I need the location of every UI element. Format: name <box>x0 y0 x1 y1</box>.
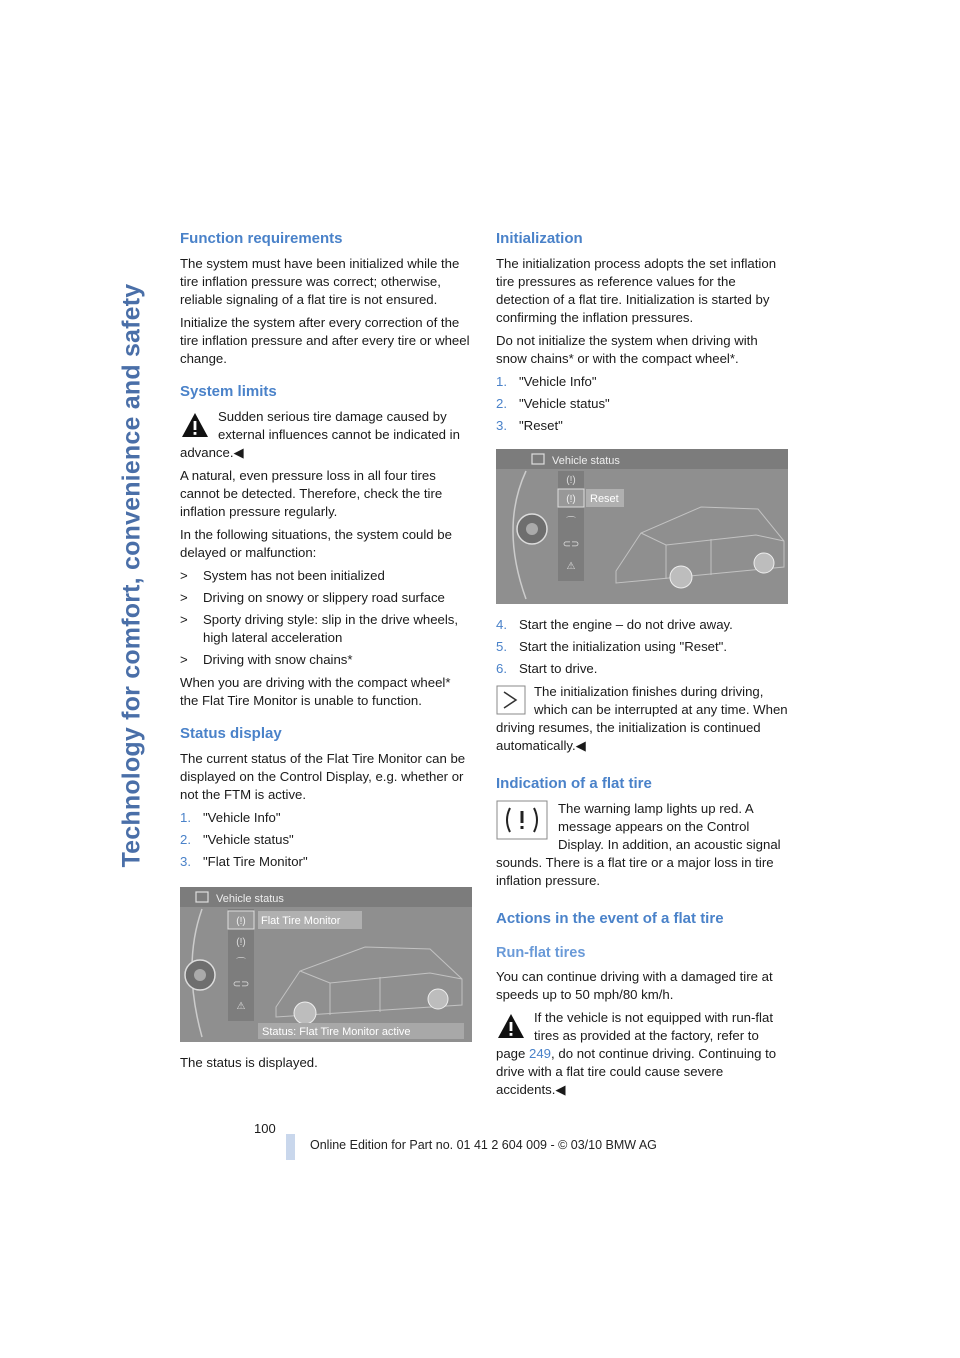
list-item: > Sporty driving style: slip in the drive wheels, high lateral acceleration <box>180 612 459 645</box>
list-item: 6. Start to drive. <box>496 661 598 676</box>
list-item: 1. "Vehicle Info" <box>496 374 597 389</box>
info-note: The initialization finishes during driving, which can be interrupted at any time. When driving resumes, the initialization is continued automatically.◀ <box>496 684 788 753</box>
svg-text:⌒: ⌒ <box>566 517 576 528</box>
flat-tire-actions-heading: Actions in the event of a flat tire <box>496 910 724 927</box>
warning-icon <box>180 410 210 440</box>
list-item: > System has not been initialized <box>180 568 385 583</box>
function-requirements-heading: Function requirements <box>180 230 343 247</box>
warning-note: Sudden serious tire damage caused by external influences cannot be indicated in advance.◀ <box>180 409 460 460</box>
control-display-screenshot-status <box>180 887 472 1042</box>
list-item: 3. "Reset" <box>496 418 563 433</box>
note-arrow-icon <box>496 685 526 715</box>
run-flat-tires-subheading: Run-flat tires <box>496 945 586 961</box>
svg-text:(!): (!) <box>236 937 246 948</box>
paragraph: When you are driving with the compact wheel* the Flat Tire Monitor is unable to function. <box>180 675 451 708</box>
footer-bar <box>286 1134 295 1160</box>
screen-menu-item: Flat Tire Monitor <box>261 915 341 927</box>
paragraph: The current status of the Flat Tire Monitor can be displayed on the Control Display, e.g. whether or not the FTM is active. <box>180 751 466 802</box>
flat-tire-indication-heading: Indication of a flat tire <box>496 775 652 792</box>
paragraph: Do not initialize the system when driving with snow chains* or with the compact wheel*. <box>496 333 758 366</box>
tire-warning-lamp-icon <box>496 800 548 840</box>
screen-title: Vehicle status <box>552 455 620 467</box>
screen-menu-item: Reset <box>590 493 619 505</box>
paragraph: The system must have been initialized while the tire inflation pressure was correct; otherwise, reliable signaling of a flat tire is not ensured. <box>180 256 460 307</box>
paragraph: The status is displayed. <box>180 1055 318 1070</box>
svg-text:⌒: ⌒ <box>236 958 246 969</box>
svg-text:⊂⊃: ⊂⊃ <box>232 979 250 990</box>
screen-status-line: Status: Flat Tire Monitor active <box>262 1026 411 1038</box>
list-item: 1. "Vehicle Info" <box>180 810 281 825</box>
init-steps <box>496 373 788 435</box>
left-column <box>180 229 472 1077</box>
list-item: > Driving with snow chains* <box>180 652 353 667</box>
status-display-heading: Status display <box>180 725 282 742</box>
paragraph: In the following situations, the system could be delayed or malfunction: <box>180 527 452 560</box>
right-column <box>496 229 788 1104</box>
status-steps <box>180 809 472 871</box>
list-item: 5. Start the initialization using "Reset". <box>496 639 728 654</box>
paragraph: Initialize the system after every correction of the tire inflation pressure and after every tire or wheel change. <box>180 315 470 366</box>
list-item: 3. "Flat Tire Monitor" <box>180 854 308 869</box>
svg-text:⊂⊃: ⊂⊃ <box>562 539 580 550</box>
control-display-screenshot-reset <box>496 449 788 604</box>
warning-note: If the vehicle is not equipped with run-flat tires as provided at the factory, refer to page 249, do not continue driving. Continuing to drive with a flat tire could cause severe accidents.◀ <box>496 1010 777 1097</box>
screen-title: Vehicle status <box>216 893 284 905</box>
situation-list <box>180 567 472 669</box>
svg-text:⚠: ⚠ <box>566 561 576 572</box>
flat-tire-indication: The warning lamp lights up red. A message appears on the Control Display. In addition, an acoustic signal sounds. There is a flat tire or a major loss in tire inflation pressure. <box>496 801 781 888</box>
list-item: 2. "Vehicle status" <box>180 832 294 847</box>
footer-text: Online Edition for Part no. 01 41 2 604 009 - © 03/10 BMW AG <box>310 1138 657 1152</box>
svg-text:(!): (!) <box>566 494 576 505</box>
list-item: 2. "Vehicle status" <box>496 396 610 411</box>
warning-icon <box>496 1011 526 1041</box>
page-number: 100 <box>254 1121 276 1136</box>
svg-text:(!): (!) <box>566 475 576 486</box>
svg-text:⚠: ⚠ <box>236 1001 246 1012</box>
page-reference-link[interactable]: 249 <box>529 1046 552 1061</box>
list-item: > Driving on snowy or slippery road surface <box>180 590 445 605</box>
paragraph: The initialization process adopts the set inflation tire pressures as reference values for the detection of a flat tire. Initialization is started by confirming the inflation pressures. <box>496 256 777 325</box>
init-steps-2 <box>496 616 788 678</box>
initialization-heading: Initialization <box>496 230 583 247</box>
system-limits-heading: System limits <box>180 383 277 400</box>
chapter-side-title: Technology for comfort, convenience and safety <box>117 283 146 867</box>
svg-text:(!): (!) <box>236 916 246 927</box>
paragraph: You can continue driving with a damaged tire at speeds up to 50 mph/80 km/h. <box>496 969 773 1002</box>
paragraph: A natural, even pressure loss in all four tires cannot be detected. Therefore, check the tire inflation pressure regularly. <box>180 468 443 519</box>
list-item: 4. Start the engine – do not drive away. <box>496 617 733 632</box>
